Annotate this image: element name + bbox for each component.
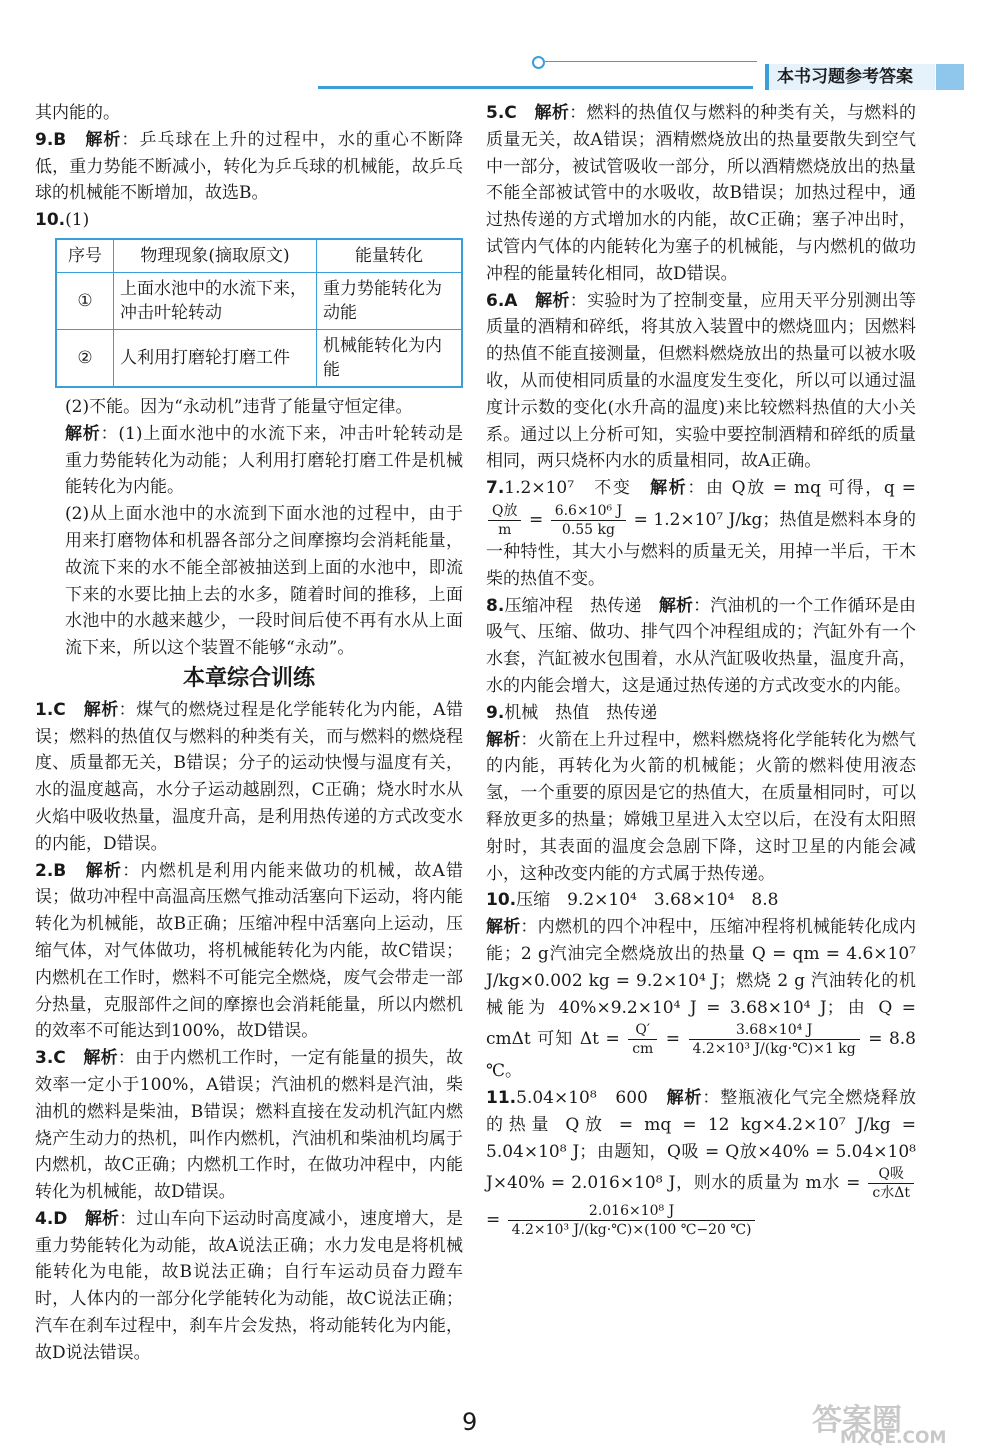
table-header-row xyxy=(56,239,462,273)
table-cell: 人利用打磨轮打磨工件 xyxy=(114,329,317,387)
section-title: 本章综合训练 xyxy=(182,665,315,691)
training-answer-2: 2.B 解析：内燃机是利用内能来做功的机械，故A错误；做功冲程中高温高压燃气推动活塞向下运动，将内能转化为机械能，故B正确；压缩冲程中活塞向上运动，压缩气体，对气体做功，将机械能转化为内能，故C错误；内燃机在工作时，燃料不可能完全燃烧，废气会带走一部分热量，克服部件之间的摩擦也会消耗能量，所以内燃机的效率不可能达到100%，故D错误。 xyxy=(35,860,464,1042)
training-answer-5: 5.C 解析：燃料的热值仅与燃料的种类有关，与燃料的质量无关，故A错误；酒精燃烧放出的热量要散失到空气中一部分，被试管吸收一部分，所以酒精燃烧放出的热量不能全部被试管中的水吸收，故B错误；加热过程中，通过热传递的方式增加水的内能，故C正确；塞子冲出时，试管内气体的内能转化为塞子的机械能，与内燃机的做功冲程的能量转化相同，故D错误。 xyxy=(486,103,917,284)
table-header: 物理现象(摘取原文) xyxy=(114,239,317,273)
fraction: $\frac{\text{2.016×10⁸ J}}{\text{4.2×10³ J/(kg·℃)×(100 ℃−20 ℃)}}$ xyxy=(508,1202,756,1239)
header-decoration-dot xyxy=(532,56,545,69)
answer-10-explanation-2: (2)从上面水池中的水流到下面水池的过程中，由于用来打磨物体和机器各部分之间摩擦均会消耗能量，故流下来的水不能全部被抽送到上面的水池中，即流下来的水要比抽上去的水多，随着时间的推移，上面水池中的水越来越少，一段时间后使不再有水从上面流下来，所以这个装置不能够“永动”。 xyxy=(65,504,463,659)
table-cell: ① xyxy=(56,272,114,329)
answer-10-explanation-1: 解析：(1)上面水池中的水流下来，冲击叶轮转动是重力势能转化为动能；人利用打磨轮打磨工件是机械能转化为内能。 xyxy=(65,423,464,498)
training-answer-7: 7.1.2×10⁷ 不变 解析：由 Q放 = mq 可得，q = $\frac{\text{Q放}}{m}$ = $\frac{\text{6.6×10⁶ J}}{0.55 kg}$ = 1.2×10⁷ J/kg；热值是燃料本身的一种特性，其大小与燃料的质量无关，用掉一半后，干木柴的热值不变。 xyxy=(486,478,917,589)
continued-text: 其内能的。 xyxy=(35,103,120,123)
training-answer-8: 8.压缩冲程 热传递 解析：汽油机的一个工作循环是由吸气、压缩、做功、排气四个冲程组成的；汽缸外有一个水套，汽缸被水包围着，水从汽缸吸收热量，温度升高，水的内能会增大，这是通过热传递的方式改变水的内能。 xyxy=(486,595,917,696)
header-title: 本书习题参考答案 xyxy=(765,64,935,90)
answer-9: 9.B 解析：乒乓球在上升的过程中，水的重心不断降低，重力势能不断减小，转化为乒乓球的机械能，故乒乓球的机械能不断增加，故选B。 xyxy=(35,129,464,204)
fraction: $\frac{\text{3.68×10⁴ J}}{\text{4.2×10³ J/(kg·℃)×1 kg}}$ xyxy=(689,1021,860,1058)
table-cell: 重力势能转化为动能 xyxy=(317,272,463,329)
table-header: 能量转化 xyxy=(317,239,463,273)
left-column xyxy=(35,100,463,1367)
table-cell: ② xyxy=(56,329,114,387)
table-row xyxy=(56,272,462,329)
table-cell: 上面水池中的水流下来，冲击叶轮转动 xyxy=(114,272,317,329)
training-answer-10: 10.压缩 9.2×10⁴ 3.68×10⁴ 8.8 解析：内燃机的四个冲程中，压缩冲程将机械能转化成内能；2 g汽油完全燃烧放出的热量 Q = qm = 4.6×10⁷ J/kg×0.002 kg = 9.2×10⁴ J；燃烧 2 g 汽油转化的机械能为 40%×9.2×10⁴ J = 3.68×10⁴ J；由 Q = cmΔt 可知 Δt = $\frac{Q'}{cm}$ = $\frac{\text{3.68×10⁴ J}}{\text{4.2×10³ J/(kg·℃)×1 kg}}$ = 8.8 ℃。 xyxy=(486,890,917,1082)
answer-table xyxy=(55,238,463,388)
table-row xyxy=(56,329,462,387)
fraction: $\frac{\text{6.6×10⁶ J}}{0.55 kg}$ xyxy=(551,502,626,539)
table-cell: 机械能转化为内能 xyxy=(317,329,463,387)
answer-10-part2: (2)不能。因为“永动机”违背了能量守恒定律。 xyxy=(65,396,413,417)
answer-10: 10.(1) xyxy=(35,210,90,231)
training-answer-1: 1.C 解析：煤气的燃烧过程是化学能转化为内能，A错误；燃料的热值仅与燃料的种类有关，而与燃料的燃烧程度、质量都无关，B错误；分子的运动快慢与温度有关，水的温度越高，水分子运动越剧烈，C正确；烧水时水从火焰中吸收热量，温度升高，是利用热传递的方式改变水的内能，D错误。 xyxy=(35,699,463,854)
training-answer-3: 3.C 解析：由于内燃机工作时，一定有能量的损失，故效率一定小于100%，A错误；汽油机的燃料是汽油，柴油机的燃料是柴油，B错误；燃料直接在发动机汽缸内燃烧产生动力的热机，叫作内燃机，汽油机和柴油机均属于内燃机，故C正确；内燃机工作时，在做功冲程中，内能转化为机械能，故D错误。 xyxy=(35,1048,464,1203)
watermark-url: MXQE.COM xyxy=(840,1428,947,1448)
table-header: 序号 xyxy=(56,239,114,273)
header-line xyxy=(318,86,753,89)
header-decoration-block xyxy=(936,64,964,90)
right-column xyxy=(486,100,916,1239)
fraction: $\frac{Q'}{cm}$ xyxy=(628,1021,657,1058)
fraction: $\frac{\text{Q吸}}{\text{c水Δt}}$ xyxy=(868,1165,914,1202)
header-thin-line xyxy=(545,61,757,62)
training-answer-4: 4.D 解析：过山车向下运动时高度减小，速度增大，是重力势能转化为动能，故A说法正确；水力发电是将机械能转化为电能，故B说法正确；自行车运动员奋力蹬车时，人体内的一部分化学能转化为动能，故C说法正确；汽车在刹车过程中，刹车片会发热，将动能转化为内能，故D说法错误。 xyxy=(35,1208,464,1363)
training-answer-11: 11.5.04×10⁸ 600 解析：整瓶液化气完全燃烧释放的热量 Q放 = mq = 12 kg×4.2×10⁷ J/kg = 5.04×10⁸ J；由题知，Q吸 = Q放×40% = 5.04×10⁸ J×40% = 2.016×10⁸ J，则水的质量为 m水 = $\frac{\text{Q吸}}{\text{c水Δt}}$ = $\frac{\text{2.016×10⁸ J}}{\text{4.2×10³ J/(kg·℃)×(100 ℃−20 ℃)}}$ xyxy=(486,1088,916,1239)
training-answer-9: 9.机械 热值 热传递 解析：火箭在上升过程中，燃料燃烧将化学能转化为燃气的内能，再转化为火箭的机械能；火箭的燃料使用液态氢，一个重要的原因是它的热值大，在质量相同时，可以释放更多的热量；嫦娥卫星进入太空以后，在没有太阳照射时，其表面的温度会急剧下降，这时卫星的内能会减小，这种改变内能的方式属于热传递。 xyxy=(486,702,917,884)
training-answer-6: 6.A 解析：实验时为了控制变量，应用天平分别测出等质量的酒精和碎纸，将其放入装置中的燃烧皿内；因燃料的热值不能直接测量，但燃料燃烧放出的热量可以被水吸收，从而使相同质量的水温度发生变化，所以可以通过温度计示数的变化(水升高的温度)来比较燃料热值的大小关系。通过以上分析可知，实验中要控制酒精和碎纸的质量相同，两只烧杯内水的质量相同，故A正确。 xyxy=(486,290,916,472)
fraction: $\frac{\text{Q放}}{m}$ xyxy=(488,502,521,539)
watermark-logo: 答案圈 xyxy=(812,1403,902,1438)
page-number: 9 xyxy=(462,1408,478,1436)
